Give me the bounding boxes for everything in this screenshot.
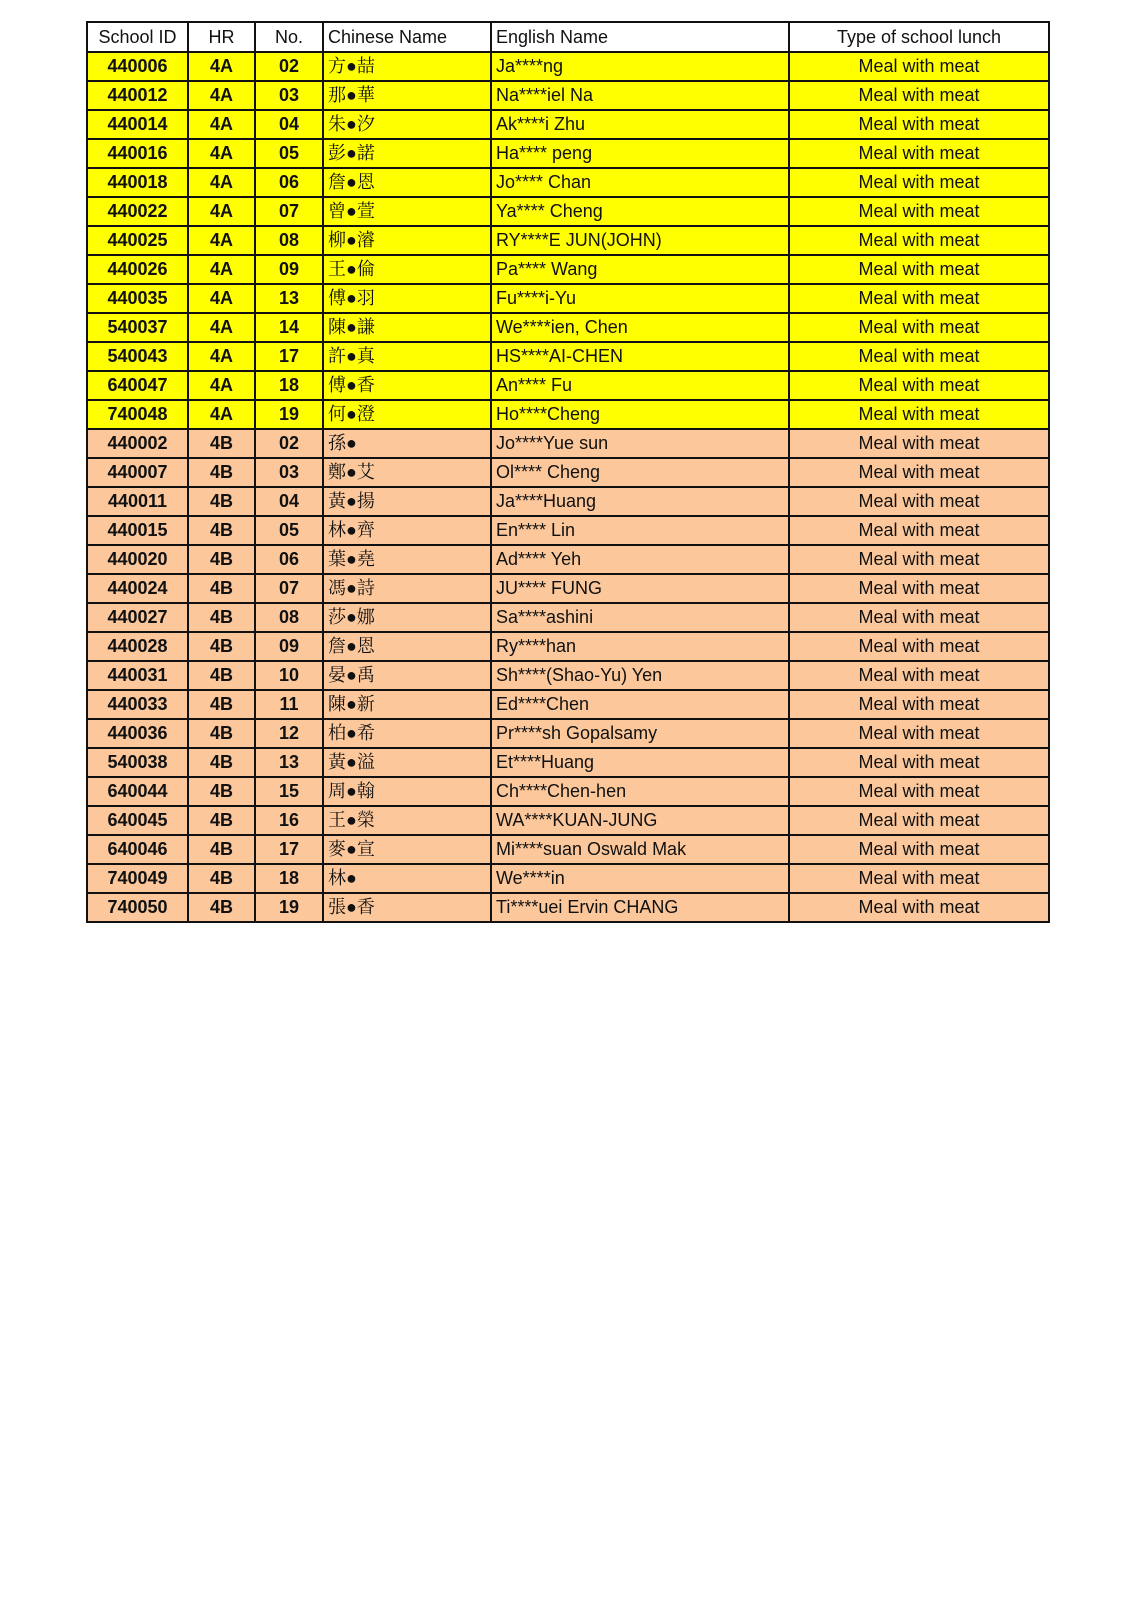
cell-no: 08 [255,226,323,255]
cell-lunch-type: Meal with meat [789,110,1049,139]
cell-chinese-name: 林● [323,864,491,893]
cell-english-name: Jo**** Chan [491,168,789,197]
cell-chinese-name: 詹●恩 [323,168,491,197]
cell-english-name: Ad**** Yeh [491,545,789,574]
cell-school-id: 440006 [87,52,188,81]
cell-hr: 4A [188,168,255,197]
cell-hr: 4B [188,690,255,719]
cell-chinese-name: 柳●濬 [323,226,491,255]
cell-no: 09 [255,255,323,284]
cell-no: 13 [255,284,323,313]
table-row [87,284,1049,313]
cell-lunch-type: Meal with meat [789,748,1049,777]
cell-english-name: Pr****sh Gopalsamy [491,719,789,748]
table-row [87,603,1049,632]
cell-lunch-type: Meal with meat [789,52,1049,81]
table-row [87,574,1049,603]
cell-no: 08 [255,603,323,632]
cell-hr: 4B [188,806,255,835]
table-row [87,632,1049,661]
cell-english-name: We****in [491,864,789,893]
cell-no: 12 [255,719,323,748]
cell-no: 18 [255,864,323,893]
cell-hr: 4B [188,516,255,545]
header-lunch-type: Type of school lunch [789,22,1049,52]
cell-no: 16 [255,806,323,835]
table-row [87,864,1049,893]
cell-school-id: 740048 [87,400,188,429]
cell-school-id: 440018 [87,168,188,197]
cell-no: 10 [255,661,323,690]
cell-no: 17 [255,835,323,864]
table-row [87,226,1049,255]
cell-no: 17 [255,342,323,371]
cell-lunch-type: Meal with meat [789,197,1049,226]
cell-english-name: Ha**** peng [491,139,789,168]
cell-school-id: 440025 [87,226,188,255]
cell-chinese-name: 鄭●艾 [323,458,491,487]
cell-hr: 4B [188,574,255,603]
cell-lunch-type: Meal with meat [789,545,1049,574]
table-row [87,371,1049,400]
cell-school-id: 440016 [87,139,188,168]
cell-hr: 4B [188,458,255,487]
cell-chinese-name: 張●香 [323,893,491,922]
cell-lunch-type: Meal with meat [789,284,1049,313]
table-row [87,110,1049,139]
table-row [87,690,1049,719]
cell-english-name: Ry****han [491,632,789,661]
cell-no: 04 [255,487,323,516]
cell-school-id: 440012 [87,81,188,110]
cell-english-name: Ja****Huang [491,487,789,516]
cell-lunch-type: Meal with meat [789,487,1049,516]
cell-hr: 4B [188,487,255,516]
cell-lunch-type: Meal with meat [789,806,1049,835]
cell-english-name: Pa**** Wang [491,255,789,284]
cell-no: 07 [255,197,323,226]
cell-chinese-name: 朱●汐 [323,110,491,139]
cell-no: 15 [255,777,323,806]
cell-lunch-type: Meal with meat [789,864,1049,893]
cell-lunch-type: Meal with meat [789,371,1049,400]
cell-chinese-name: 那●華 [323,81,491,110]
table-row [87,139,1049,168]
table-row [87,197,1049,226]
cell-no: 05 [255,139,323,168]
cell-school-id: 540037 [87,313,188,342]
cell-hr: 4A [188,139,255,168]
cell-school-id: 440015 [87,516,188,545]
cell-chinese-name: 王●榮 [323,806,491,835]
cell-no: 07 [255,574,323,603]
cell-english-name: Na****iel Na [491,81,789,110]
cell-lunch-type: Meal with meat [789,342,1049,371]
table-row [87,255,1049,284]
cell-no: 06 [255,168,323,197]
cell-hr: 4B [188,545,255,574]
cell-school-id: 740050 [87,893,188,922]
table-row [87,806,1049,835]
header-chinese-name: Chinese Name [323,22,491,52]
cell-hr: 4A [188,52,255,81]
cell-hr: 4B [188,748,255,777]
cell-english-name: WA****KUAN-JUNG [491,806,789,835]
cell-chinese-name: 曾●萱 [323,197,491,226]
cell-english-name: An**** Fu [491,371,789,400]
header-school-id: School ID [87,22,188,52]
cell-no: 05 [255,516,323,545]
cell-no: 18 [255,371,323,400]
table-row [87,661,1049,690]
cell-hr: 4B [188,603,255,632]
cell-no: 14 [255,313,323,342]
cell-lunch-type: Meal with meat [789,400,1049,429]
cell-english-name: RY****E JUN(JOHN) [491,226,789,255]
cell-hr: 4A [188,342,255,371]
table-row [87,81,1049,110]
cell-english-name: Ti****uei Ervin CHANG [491,893,789,922]
cell-english-name: JU**** FUNG [491,574,789,603]
cell-no: 02 [255,429,323,458]
cell-chinese-name: 傅●羽 [323,284,491,313]
cell-school-id: 440026 [87,255,188,284]
cell-lunch-type: Meal with meat [789,661,1049,690]
table-row [87,777,1049,806]
cell-lunch-type: Meal with meat [789,690,1049,719]
cell-lunch-type: Meal with meat [789,516,1049,545]
cell-lunch-type: Meal with meat [789,574,1049,603]
cell-english-name: En**** Lin [491,516,789,545]
cell-school-id: 440020 [87,545,188,574]
table-row [87,342,1049,371]
cell-english-name: Ho****Cheng [491,400,789,429]
table-row [87,168,1049,197]
cell-lunch-type: Meal with meat [789,835,1049,864]
table-row [87,313,1049,342]
cell-no: 13 [255,748,323,777]
cell-chinese-name: 麥●宣 [323,835,491,864]
cell-chinese-name: 許●真 [323,342,491,371]
cell-school-id: 440031 [87,661,188,690]
cell-chinese-name: 何●澄 [323,400,491,429]
cell-lunch-type: Meal with meat [789,313,1049,342]
cell-chinese-name: 黃●溢 [323,748,491,777]
cell-english-name: Sh****(Shao-Yu) Yen [491,661,789,690]
cell-hr: 4B [188,835,255,864]
cell-school-id: 440033 [87,690,188,719]
cell-hr: 4A [188,313,255,342]
cell-hr: 4A [188,81,255,110]
cell-chinese-name: 孫● [323,429,491,458]
cell-hr: 4A [188,400,255,429]
cell-hr: 4B [188,429,255,458]
cell-school-id: 640047 [87,371,188,400]
table-row [87,719,1049,748]
cell-school-id: 440035 [87,284,188,313]
table-row [87,400,1049,429]
cell-hr: 4A [188,284,255,313]
cell-hr: 4B [188,777,255,806]
cell-lunch-type: Meal with meat [789,139,1049,168]
cell-chinese-name: 周●翰 [323,777,491,806]
cell-chinese-name: 陳●新 [323,690,491,719]
cell-hr: 4A [188,110,255,139]
cell-english-name: Ch****Chen-hen [491,777,789,806]
table-row [87,429,1049,458]
cell-chinese-name: 黃●揚 [323,487,491,516]
cell-school-id: 440002 [87,429,188,458]
cell-lunch-type: Meal with meat [789,632,1049,661]
table-row [87,893,1049,922]
cell-english-name: We****ien, Chen [491,313,789,342]
cell-lunch-type: Meal with meat [789,777,1049,806]
header-hr: HR [188,22,255,52]
cell-lunch-type: Meal with meat [789,429,1049,458]
cell-english-name: Ya**** Cheng [491,197,789,226]
cell-lunch-type: Meal with meat [789,226,1049,255]
cell-english-name: Fu****i-Yu [491,284,789,313]
table-body [87,52,1049,922]
cell-hr: 4B [188,632,255,661]
lunch-roster-table [86,21,1050,923]
cell-chinese-name: 葉●堯 [323,545,491,574]
cell-chinese-name: 莎●娜 [323,603,491,632]
cell-school-id: 440007 [87,458,188,487]
cell-lunch-type: Meal with meat [789,81,1049,110]
cell-english-name: Ed****Chen [491,690,789,719]
cell-english-name: Ol**** Cheng [491,458,789,487]
cell-no: 03 [255,458,323,487]
cell-chinese-name: 林●齊 [323,516,491,545]
cell-school-id: 440036 [87,719,188,748]
cell-hr: 4B [188,893,255,922]
cell-no: 11 [255,690,323,719]
cell-school-id: 440028 [87,632,188,661]
table-row [87,545,1049,574]
cell-hr: 4A [188,255,255,284]
cell-chinese-name: 王●倫 [323,255,491,284]
cell-chinese-name: 詹●恩 [323,632,491,661]
table-row [87,835,1049,864]
header-no: No. [255,22,323,52]
cell-school-id: 440024 [87,574,188,603]
cell-lunch-type: Meal with meat [789,168,1049,197]
cell-no: 19 [255,893,323,922]
table-row [87,487,1049,516]
cell-lunch-type: Meal with meat [789,458,1049,487]
cell-chinese-name: 方●喆 [323,52,491,81]
table-row [87,52,1049,81]
cell-lunch-type: Meal with meat [789,603,1049,632]
cell-school-id: 740049 [87,864,188,893]
table-header-row [87,22,1049,52]
cell-no: 04 [255,110,323,139]
table-row [87,458,1049,487]
cell-hr: 4A [188,371,255,400]
cell-english-name: Jo****Yue sun [491,429,789,458]
cell-hr: 4A [188,197,255,226]
header-english-name: English Name [491,22,789,52]
cell-hr: 4A [188,226,255,255]
cell-school-id: 640044 [87,777,188,806]
cell-english-name: Mi****suan Oswald Mak [491,835,789,864]
cell-lunch-type: Meal with meat [789,255,1049,284]
cell-chinese-name: 彭●諾 [323,139,491,168]
cell-hr: 4B [188,661,255,690]
cell-school-id: 440022 [87,197,188,226]
cell-chinese-name: 陳●謙 [323,313,491,342]
cell-school-id: 440011 [87,487,188,516]
cell-english-name: Sa****ashini [491,603,789,632]
cell-no: 02 [255,52,323,81]
cell-no: 03 [255,81,323,110]
cell-chinese-name: 晏●禹 [323,661,491,690]
cell-english-name: Ja****ng [491,52,789,81]
cell-lunch-type: Meal with meat [789,893,1049,922]
table-row [87,516,1049,545]
cell-school-id: 540038 [87,748,188,777]
cell-school-id: 540043 [87,342,188,371]
cell-chinese-name: 馮●詩 [323,574,491,603]
cell-english-name: HS****AI-CHEN [491,342,789,371]
cell-lunch-type: Meal with meat [789,719,1049,748]
cell-chinese-name: 傅●香 [323,371,491,400]
cell-no: 06 [255,545,323,574]
cell-school-id: 440014 [87,110,188,139]
cell-school-id: 640046 [87,835,188,864]
cell-school-id: 640045 [87,806,188,835]
cell-hr: 4B [188,864,255,893]
cell-hr: 4B [188,719,255,748]
cell-english-name: Ak****i Zhu [491,110,789,139]
cell-english-name: Et****Huang [491,748,789,777]
cell-no: 19 [255,400,323,429]
table-row [87,748,1049,777]
cell-school-id: 440027 [87,603,188,632]
cell-chinese-name: 柏●希 [323,719,491,748]
cell-no: 09 [255,632,323,661]
